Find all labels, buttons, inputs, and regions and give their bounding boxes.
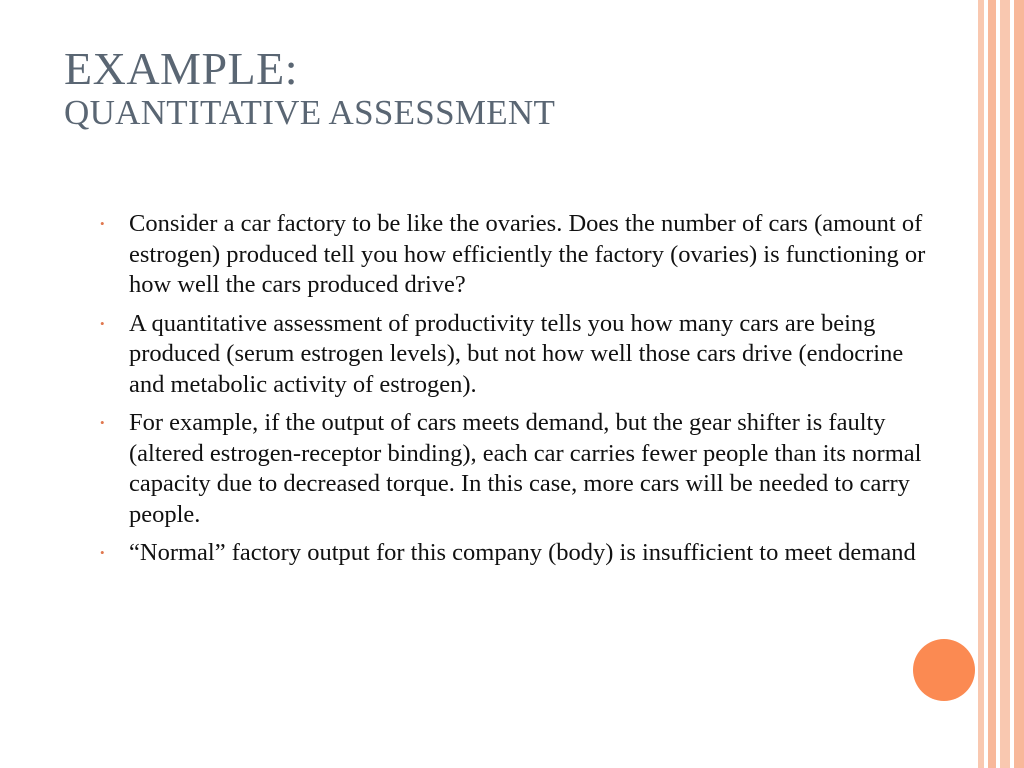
bullet-text: “Normal” factory output for this company (body) is insufficient to meet demand xyxy=(129,539,916,566)
decorative-stripe xyxy=(1014,0,1024,768)
bullet-icon: • xyxy=(100,415,105,430)
bullet-icon: • xyxy=(100,216,105,231)
decorative-stripe xyxy=(988,0,996,768)
bullet-item xyxy=(100,408,940,530)
bullet-item xyxy=(100,209,940,301)
decorative-stripe xyxy=(1000,0,1010,768)
title-main: EXAMPLE: xyxy=(64,43,298,94)
slide-title xyxy=(64,44,555,131)
bullet-text: Consider a car factory to be like the ovaries. Does the number of cars (amount of estrogen) produced tell you how efficiently the factory (ovaries) is functioning or how well the cars produced drive? xyxy=(129,210,926,298)
bullet-item xyxy=(100,538,940,569)
bullet-item xyxy=(100,309,940,401)
bullet-icon: • xyxy=(100,315,105,331)
title-subtitle: QUANTITATIVE ASSESSMENT xyxy=(64,92,556,132)
accent-circle-icon xyxy=(913,639,975,701)
bullet-text: For example, if the output of cars meets demand, but the gear shifter is faulty (altered estrogen-receptor binding), each car carries fewer people than its normal capacity due to decreased torque. In this case, more cars will be needed to carry people. xyxy=(129,409,922,528)
bullet-list xyxy=(100,209,940,577)
bullet-icon: • xyxy=(100,545,105,560)
bullet-text: A quantitative assessment of productivity tells you how many cars are being produced (serum estrogen levels), but not how well those cars drive (endocrine and metabolic activity of estrogen). xyxy=(129,309,904,398)
